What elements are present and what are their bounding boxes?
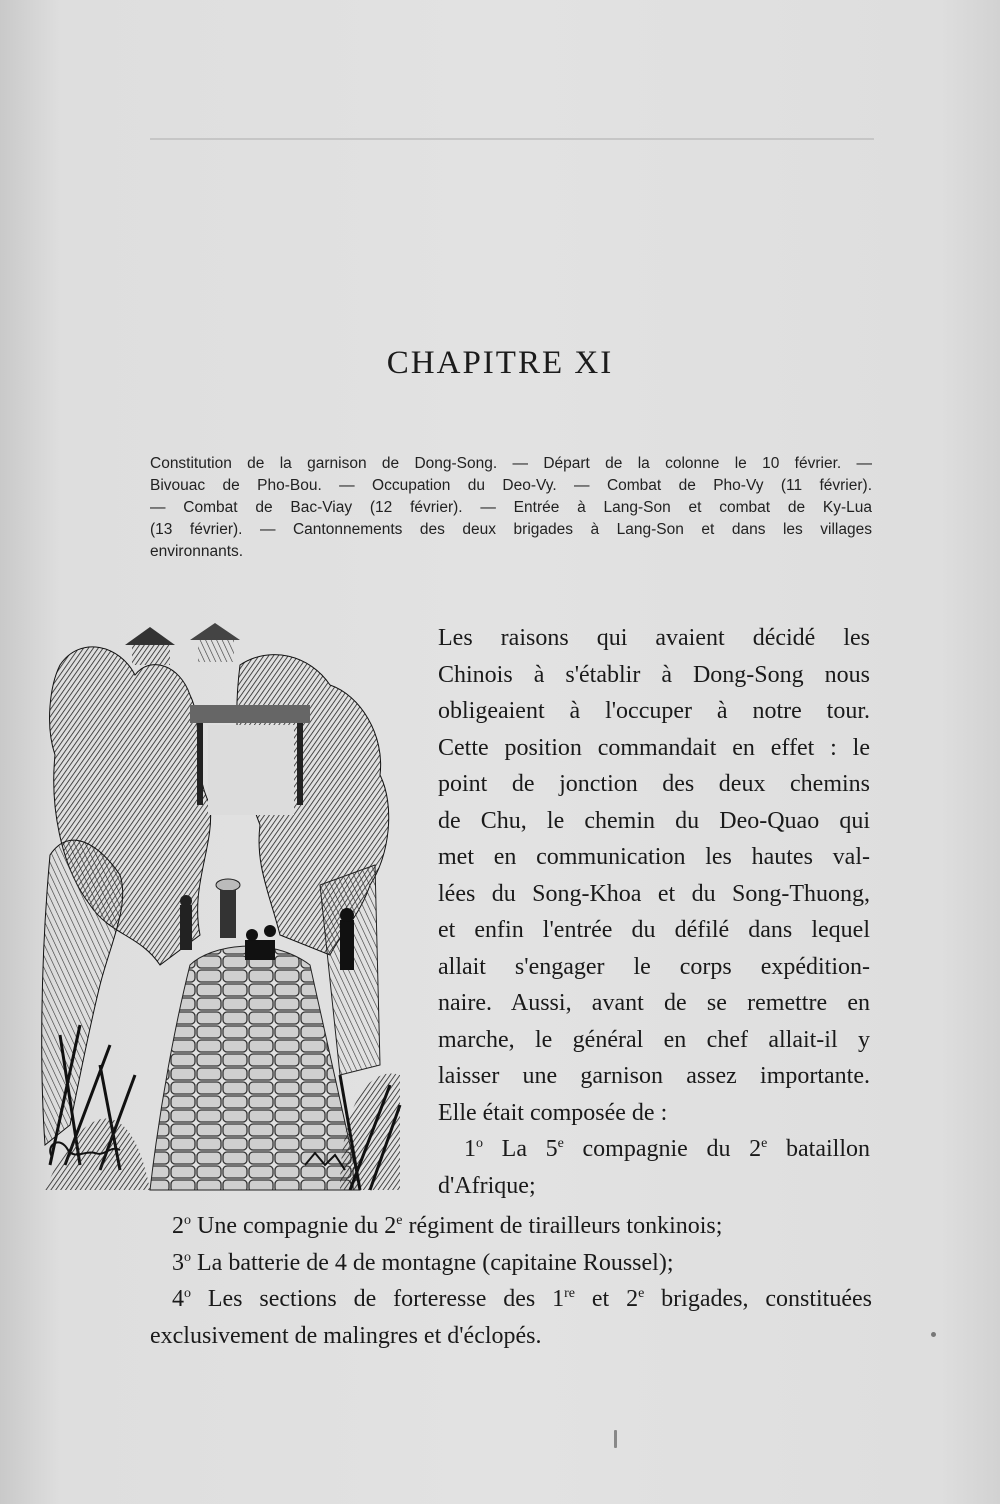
body-line: laisser une garnison assez importante.: [438, 1063, 870, 1089]
body-line: naire. Aussi, avant de se remettre en: [438, 990, 870, 1016]
list-item-1: 1$^o$ La 5e compagnie du 2e bataillon: [464, 1136, 870, 1162]
body-line: Elle était composée de :: [438, 1099, 668, 1126]
bleed-through-rule: [150, 138, 874, 140]
summary-line: — Combat de Bac-Viay (12 février). — Entrée à Lang-Son et combat de Ky-Lua: [150, 499, 872, 516]
list-item-2: 2$^o$ Une compagnie du 2e régiment de tirailleurs tonkinois;: [172, 1213, 723, 1239]
engraving-illustration: [40, 605, 405, 1195]
list-item-4-continuation: exclusivement de malingres et d'éclopés.: [150, 1322, 542, 1349]
body-line: obligeaient à l'occuper à notre tour.: [438, 698, 870, 724]
summary-line: (13 février). — Cantonnements des deux brigades à Lang-Son et dans les villages: [150, 521, 872, 538]
chapter-title: CHAPITRE XI: [386, 345, 614, 381]
body-line: Les raisons qui avaient décidé les: [438, 625, 870, 651]
body-line: Cette position commandait en effet : le: [438, 734, 870, 761]
summary-line: environnants.: [150, 543, 244, 560]
body-line: marche, le général en chef allait-il y: [438, 1026, 870, 1053]
garrison-list: [150, 1208, 872, 1354]
list-item-1-continuation: d'Afrique;: [438, 1172, 536, 1199]
body-line: et enfin l'entrée du défilé dans lequel: [438, 917, 870, 943]
bleed-through-header: [150, 92, 870, 122]
body-line: met en communication les hautes val-: [438, 844, 870, 870]
body-line: point de jonction des deux chemins: [438, 771, 870, 797]
paper-speck: [931, 1332, 936, 1337]
chapter-summary: [150, 453, 872, 563]
body-paragraph: [438, 620, 870, 1204]
list-item-4: 4$^o$ Les sections de forteresse des 1re et 2e brigades, constituées: [172, 1286, 872, 1312]
summary-line: Bivouac de Pho-Bou. — Occupation du Deo-Vy. — Combat de Pho-Vy (11 février).: [150, 477, 872, 494]
list-item-3: 3$^o$ La batterie de 4 de montagne (capitaine Roussel);: [172, 1249, 674, 1276]
body-line: allait s'engager le corps expédition-: [438, 953, 870, 980]
body-line: Chinois à s'établir à Dong-Song nous: [438, 661, 870, 688]
body-line: de Chu, le chemin du Deo-Quao qui: [438, 807, 870, 834]
body-line: lées du Song-Khoa et du Song-Thuong,: [438, 880, 870, 907]
paper-speck: [614, 1430, 617, 1448]
summary-line: Constitution de la garnison de Dong-Song. — Départ de la colonne le 10 février. —: [150, 455, 872, 472]
